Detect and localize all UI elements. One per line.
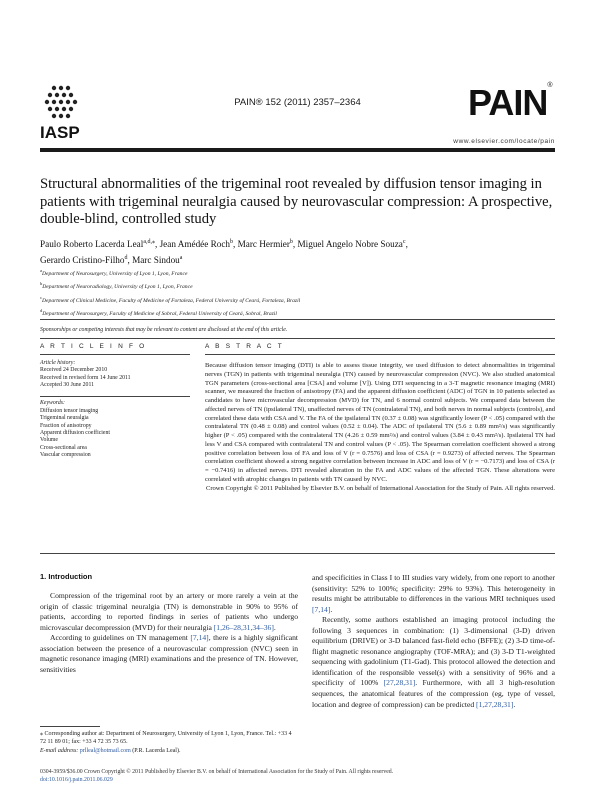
- footnote-email-line: E-mail address: prlleal@hotmail.com (P.R. Lacerda Leal).: [40, 747, 181, 754]
- body-paragraph: According to guidelines on TN management [7,14], there is a highly significant association between the presence of a neurovascular compression (NVC) seen in magnetic resonance imaging (MRI) examinations and the presence of TN. However, sensitivities: [40, 633, 299, 674]
- trademark-icon: ®: [547, 82, 552, 89]
- author-separator: ,: [405, 239, 408, 250]
- author-name[interactable]: , Marc Sindou: [127, 254, 180, 265]
- section-divider: [205, 354, 555, 355]
- body-column-right: [312, 573, 555, 710]
- author-affiliation-mark[interactable]: b: [289, 239, 293, 245]
- section-divider: [40, 553, 555, 554]
- keywords-label: Keywords:: [40, 400, 65, 407]
- abstract-heading: A B S T R A C T: [205, 343, 284, 350]
- accepted-date: Accepted 30 June 2011: [40, 382, 95, 389]
- citation-link[interactable]: [7,14]: [312, 604, 331, 614]
- body-paragraph: and specificities in Class I to III studies vary widely, from one report to another (sensitivity: 52% to 100%; specificity: 29% to 93%). This heterogeneity in results might be attributable to differences in the various MRI techniques used [7,14].: [312, 573, 555, 614]
- abstract-text: Because diffusion tensor imaging (DTI) is able to assess tissue integrity, we used diffusion to detect abnormalities in trigeminal nerves (TGN) in patients with trigeminal neuralgia (TN) caused by neurovascular compression (NVC). We also studied anatomical TGN parameters (cross-sectional area [CSA] and volume [V]). Using DTI sequencing in a 3-T magnetic resonance imaging (MRI) scanner, we measured the fraction of anisotropy (FA) and the apparent diffusion coefficient (ADC) of TGN in 10 patients selected as candidates to have microvascular decompression (MVD) for TN, and 6 normal control subjects. We compared data between the affected nerves of TN (ipsilateral TN), unaffected nerves of TN (contralateral TN), and both nerves in normal subjects (controls), and correlated these data with CSA and V. The FA of the ipsilateral TN (0.37 ± 0.08) was significantly lower (P < .05) compared with the contralateral TN (0.48 ± 0.08) and control values (0.52 ± 0.04). The ADC of ipsilateral TN (5.6 ± 0.89 mm²/s) was significantly higher (P < .05) compared with the contralateral TN (4.26 ± 0.59 mm²/s) and control values (3.84 ± 0.43 mm²/s). Ipsilateral TN had less V and CSA compared with contralateral TN and control values (P < .05). The Spearman correlation coefficient showed a strong positive correlation between loss of FA and loss of V (r = 0.7576) and loss of CSA (r = 0.9273) of affected nerves. The Spearman correlation coefficient showed a strong negative correlation between increase in ADC and loss of V (r = −0.7173) and loss of CSA (r = −0.7416) in affected nerves. DTI revealed alteration in the FA and ADC values of the affected TGN. These alterations were correlated with atrophic changes in patients with TN caused by NVC.: [205, 362, 555, 483]
- author-name[interactable]: , Marc Hermier: [233, 239, 290, 250]
- page-copyright: [40, 768, 555, 784]
- section-heading-introduction: 1. Introduction: [40, 572, 93, 581]
- section-divider: [40, 396, 190, 397]
- affiliation-item: $^c$Department of Clinical Medicine, Faculty of Medicine of Fortaleza, Federal University of Ceará, Fortaleza, Brazil: [40, 294, 301, 304]
- footnote-divider: [40, 726, 100, 727]
- copyright-line: 0304-3959/$36.00 Crown Copyright © 2011 Published by Elsevier B.V. on behalf of International Association for the Study of Pain. All rights reserved.: [40, 769, 394, 775]
- affiliation-item: $^a$Department of Neurosurgery, University of Lyon 1, Lyon, France: [40, 268, 188, 277]
- author-affiliation-mark[interactable]: c: [402, 239, 406, 245]
- keyword-item[interactable]: Apparent diffusion coefficient: [40, 429, 110, 436]
- email-link[interactable]: prlleal@hotmail.com: [79, 747, 131, 754]
- pain-journal-logo: [468, 82, 552, 124]
- keyword-item[interactable]: Cross-sectional area: [40, 444, 87, 451]
- section-divider: [40, 338, 555, 339]
- keyword-item[interactable]: Vascular compression: [40, 452, 91, 459]
- revised-date: Received in revised form 14 June 2011: [40, 374, 131, 381]
- keyword-item[interactable]: Fraction of anisotropy: [40, 422, 92, 429]
- keyword-item[interactable]: Diffusion tensor imaging: [40, 407, 99, 414]
- citation-link[interactable]: [7,14]: [190, 633, 209, 643]
- citation-link[interactable]: [27,28,31]: [383, 678, 416, 688]
- sponsorship-note: Sponsorships or competing interests that may be relevant to content are disclosed at the end of this article.: [40, 327, 288, 333]
- keyword-item[interactable]: Trigeminal neuralgia: [40, 415, 89, 422]
- iasp-logo-text: IASP: [40, 123, 80, 140]
- author-affiliation-mark[interactable]: b: [230, 239, 234, 245]
- corresponding-author-footnote: [40, 730, 298, 755]
- citation-link[interactable]: [1,27,28,31]: [476, 699, 514, 709]
- author-name[interactable]: , Miguel Angelo Nobre Souza: [292, 239, 403, 250]
- article-title: Structural abnormalities of the trigeminal root revealed by diffusion tensor imaging in patients with trigeminal neuralgia caused by neurovascular compression: A prospective, double-blind, controlled study: [40, 176, 553, 227]
- received-date: Received 24 December 2010: [40, 367, 108, 374]
- affiliation-item: $^b$Department of Neuroradiology, University of Lyon 1, Lyon, France: [40, 281, 193, 291]
- author-affiliation-mark[interactable]: a: [179, 254, 183, 261]
- body-paragraph: Recently, some authors established an imaging protocol including the following 3 sequences in combination: (1) 3-dimensional (3-D) driven equilibrium (DRIVE) or 3-D balanced fast-field echo (BFFE); (2) 3-D time-of-flight magnetic resonance angiography (TOF-MRA); and (3) 3-D T1-weighted sequencing with gadolinium (T1-Gad). This protocol allowed the detection and identification of the responsible vessel(s) with a sensitivity of 96% and a specificity of 100% [27,28,31]. Furthermore, with all 3 high-resolution sequences, the anatomical features of the compression (eg, type of vessel, location and degree of compression) can be predicted [1,27,28,31].: [312, 615, 555, 709]
- article-info-block: [40, 360, 180, 460]
- journal-url-link[interactable]: www.elsevier.com/locate/pain: [453, 138, 555, 145]
- email-label: E-mail address:: [40, 747, 80, 754]
- affiliation-item: $^d$Department of Neurosurgery, Faculty of Medicine of Sobral, Federal University of Ceará, Sobral, Brazil: [40, 308, 277, 317]
- keyword-item[interactable]: Volume: [40, 437, 58, 444]
- doi-link[interactable]: doi:10.1016/j.pain.2011.06.029: [40, 777, 113, 783]
- citation-link[interactable]: [1,26–28,31,34–36]: [213, 622, 274, 632]
- body-column-left: [40, 591, 298, 675]
- section-divider: [40, 319, 555, 320]
- abstract-body: [205, 362, 555, 493]
- author-affiliation-mark[interactable]: d: [124, 254, 128, 261]
- author-name[interactable]: Gerardo Cristino-Filho: [40, 254, 125, 265]
- header-divider: [40, 148, 555, 152]
- section-divider: [40, 354, 190, 355]
- body-paragraph: Compression of the trigeminal root by an artery or more rarely a vein at the origin of classic trigeminal neuralgia (TN) is demonstrable in 90% to 95% of patients, according to reported findings in series of patients who undergo microvascular decompression (MVD) for their neuralgia [1,26–28,31,34–36].: [40, 591, 298, 632]
- author-name[interactable]: Paulo Roberto Lacerda Leal: [40, 239, 144, 250]
- author-list: [40, 236, 555, 267]
- article-info-heading: A R T I C L E I N F O: [40, 343, 147, 350]
- journal-citation: PAIN® 152 (2011) 2357–2364: [234, 97, 361, 108]
- pain-logo-text: PAIN: [468, 82, 548, 123]
- abstract-copyright: Crown Copyright © 2011 Published by Elsevier B.V. on behalf of International Association for the Study of Pain. All rights reserved.: [205, 484, 555, 492]
- author-name[interactable]: , Jean Amédée Roch: [155, 239, 231, 250]
- footnote-text: ⁎ Corresponding author at: Department of Neurosurgery, University of Lyon 1, Lyon, France. Tel.: +33 4 72 11 89 01; fax: +33 4 72 35 73 65.: [40, 731, 292, 746]
- history-label: Article history:: [40, 360, 76, 366]
- iasp-logo: [40, 82, 110, 140]
- affiliation-list: [40, 266, 555, 319]
- author-affiliation-mark[interactable]: a,d,⁎: [143, 239, 155, 245]
